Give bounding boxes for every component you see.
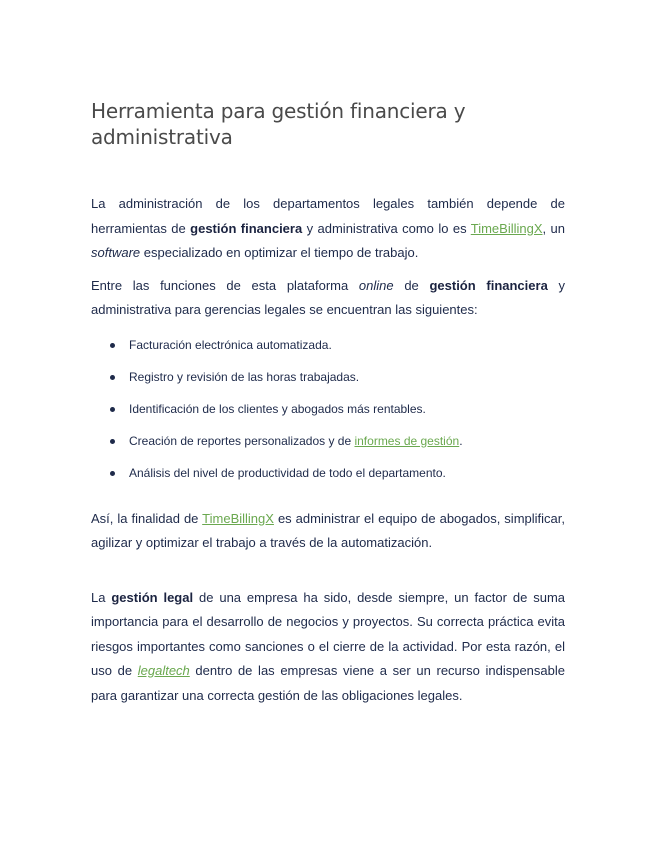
paragraph-functions [91,274,565,323]
bold-text: gestión financiera [190,220,303,236]
bullet-icon [110,407,115,412]
paragraph-purpose [91,507,565,556]
list-item-text: Identificación de los clientes y abogados más rentables. [129,401,426,416]
list-item-text: Registro y revisión de las horas trabajadas. [129,369,360,384]
list-item [91,369,565,401]
informes-de-gestion-link[interactable]: informes de gestión [354,433,460,448]
list-item-text: . [459,433,463,448]
paragraph-legal-management [91,586,565,709]
text-run: y administrativa como lo es [302,220,471,236]
bold-text: gestión legal [111,589,194,605]
features-list [91,337,565,497]
list-item [91,465,565,497]
italic-text: legaltech [137,663,190,678]
list-item-text: Creación de reportes personalizados y de [129,433,355,448]
text-run: de una empresa ha sido, desde siempre, un factor de suma importancia para el desarrollo de negocios y proyectos. Su correcta práctica evita riesgos importantes como sanciones o el cierre de la actividad. Por esta razón, el uso de [91,589,566,678]
document-title: Herramienta para gestión financiera y administrativa [91,99,466,149]
legaltech-link[interactable] [138,663,190,678]
text-run: La administración de los departamentos legales también depende de herramientas de [91,196,565,236]
list-item [91,337,565,369]
list-item [91,401,565,433]
text-run: es administrar el equipo de abogados, simplificar, agilizar y optimizar el trabajo a través de la automatización. [91,510,565,550]
text-run: dentro de las empresas viene a ser un recurso indispensable para garantizar una correcta gestión de las obligaciones legales. [91,663,565,703]
bullet-icon [110,343,115,348]
text-run: , un [542,220,565,236]
paragraph-intro [91,192,565,266]
italic-text: online [358,277,394,293]
timebillingx-link[interactable]: TimeBillingX [202,510,274,526]
bullet-icon [110,471,115,476]
text-run: especializado en optimizar el tiempo de trabajo. [140,245,419,260]
text-run: de [393,277,430,293]
text-run: Así, la finalidad de [91,510,203,526]
text-run: Entre las funciones de esta plataforma [91,277,359,293]
text-run: La [91,589,112,605]
list-item-text: Análisis del nivel de productividad de todo el departamento. [129,465,446,480]
timebillingx-link[interactable]: TimeBillingX [470,220,543,236]
document-page [91,98,565,708]
list-item [91,433,565,465]
bullet-icon [110,439,115,444]
list-item-text: Facturación electrónica automatizada. [129,337,332,352]
text-run: y administrativa para gerencias legales se encuentran las siguientes: [91,277,565,317]
bullet-icon [110,375,115,380]
italic-text: software [91,245,141,260]
bold-text: gestión financiera [429,277,548,293]
